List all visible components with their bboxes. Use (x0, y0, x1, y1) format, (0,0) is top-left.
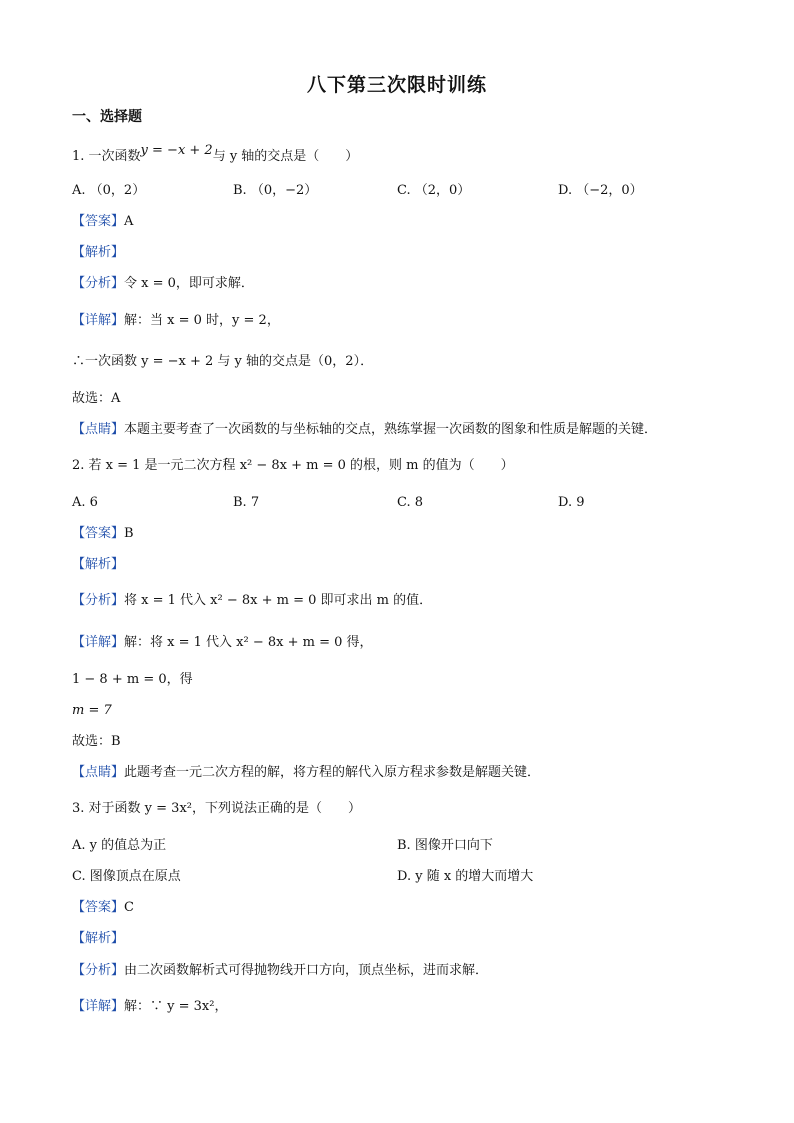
q1-option-d: D. （−2，0） (558, 183, 643, 198)
detail-tag: 【详解】 (72, 635, 125, 650)
q1-fenxi (72, 275, 254, 293)
q3-fenxi (72, 962, 488, 980)
q2-option-d: D. 9 (558, 495, 585, 510)
q3-option-a: A. y 的值总为正 (72, 838, 167, 853)
q3-detail (72, 998, 227, 1016)
q1-analysis-tag: 【解析】 (72, 245, 125, 260)
q1-stem-prefix: 1. 一次函数 (72, 149, 141, 164)
q1-option-c: C. （2，0） (397, 183, 471, 198)
comment-tag: 【点睛】 (72, 422, 125, 437)
answer-tag: 【答案】 (72, 900, 125, 915)
q1-fenxi-text: 令 x = 0，即可求解． (124, 276, 254, 291)
q2-option-b: B. 7 (233, 495, 260, 510)
q1-comment-text: 本题主要考查了一次函数的与坐标轴的交点，熟练掌握一次函数的图象和性质是解题的关键． (124, 422, 658, 437)
q2-comment (72, 764, 540, 782)
answer-tag: 【答案】 (72, 214, 125, 229)
q3-answer (72, 899, 134, 917)
q2-step-2: m = 7 (72, 703, 112, 718)
q1-option-a: A. （0，2） (72, 183, 146, 198)
q1-stem-suffix: 与 y 轴的交点是（ ） (212, 149, 359, 164)
q1-stem-math: y = −x + 2 (140, 143, 213, 158)
q3-detail-text: 解：∵ y = 3x²， (124, 999, 228, 1014)
q3-option-c: C. 图像顶点在原点 (72, 869, 181, 884)
fenxi-tag: 【分析】 (72, 276, 125, 291)
q3-option-b: B. 图像开口向下 (397, 838, 493, 853)
q2-step-1: 1 − 8 + m = 0，得 (72, 672, 193, 687)
q1-detail (72, 312, 280, 330)
q2-fenxi-text: 将 x = 1 代入 x² − 8x + m = 0 即可求出 m 的值． (124, 593, 433, 608)
q1-choice: 故选：A (72, 391, 121, 406)
section-heading: 一、选择题 (72, 109, 142, 125)
fenxi-tag: 【分析】 (72, 593, 125, 608)
q1-detail-text: 解：当 x = 0 时，y = 2， (124, 313, 280, 328)
q2-analysis-tag: 【解析】 (72, 557, 125, 572)
q3-analysis-tag: 【解析】 (72, 931, 125, 946)
q2-answer (72, 525, 134, 543)
q3-option-d: D. y 随 x 的增大而增大 (397, 869, 534, 884)
q2-option-c: C. 8 (397, 495, 424, 510)
detail-tag: 【详解】 (72, 313, 125, 328)
q1-answer (72, 213, 133, 231)
comment-tag: 【点睛】 (72, 765, 125, 780)
q2-fenxi (72, 592, 432, 610)
q1-option-b: B. （0，−2） (233, 183, 318, 198)
q1-answer-value: A (124, 214, 134, 229)
answer-tag: 【答案】 (72, 526, 125, 541)
q1-stem (72, 143, 359, 166)
q2-choice: 故选：B (72, 734, 121, 749)
q1-therefore: ∴一次函数 y = −x + 2 与 y 轴的交点是（0，2）． (72, 354, 374, 369)
q2-detail-text: 解：将 x = 1 代入 x² − 8x + m = 0 得， (124, 635, 373, 650)
q2-stem: 2. 若 x = 1 是一元二次方程 x² − 8x + m = 0 的根，则 m 的值为（ ） (72, 458, 514, 473)
q2-answer-value: B (124, 526, 134, 541)
fenxi-tag: 【分析】 (72, 963, 125, 978)
q1-comment (72, 421, 657, 439)
q2-detail (72, 634, 373, 652)
q2-comment-text: 此题考查一元二次方程的解，将方程的解代入原方程求参数是解题关键． (124, 765, 541, 780)
q3-stem: 3. 对于函数 y = 3x²，下列说法正确的是（ ） (72, 801, 361, 816)
detail-tag: 【详解】 (72, 999, 125, 1014)
q3-answer-value: C (124, 900, 134, 915)
q3-fenxi-text: 由二次函数解析式可得抛物线开口方向，顶点坐标，进而求解． (124, 963, 489, 978)
page-title: 八下第三次限时训练 (306, 74, 487, 96)
q2-option-a: A. 6 (72, 495, 98, 510)
